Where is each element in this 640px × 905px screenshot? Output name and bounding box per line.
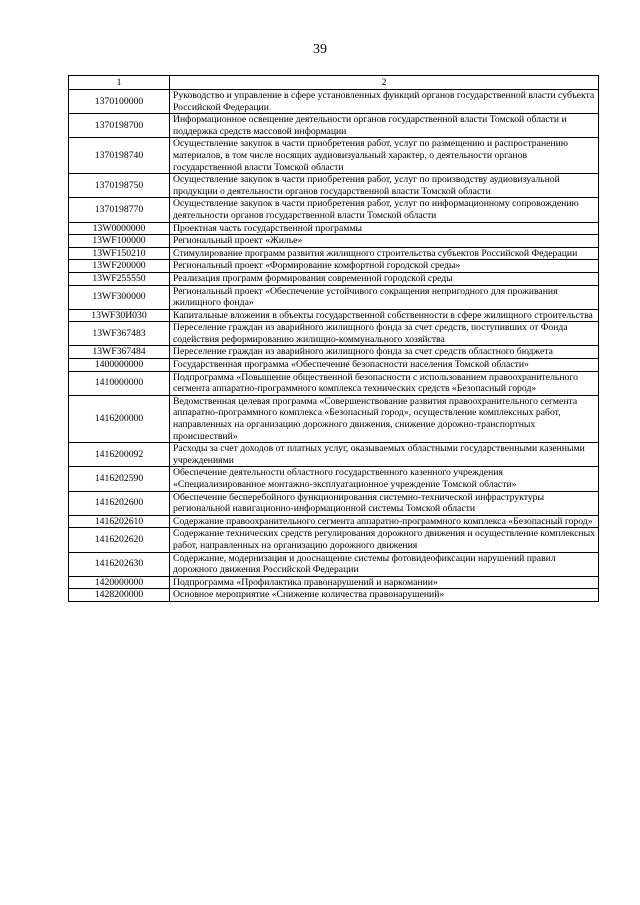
table-row: [69, 285, 599, 309]
description-cell: Стимулирование программ развития жилищного строительства субъектов Российской Федерации: [170, 247, 599, 260]
description-cell: Региональный проект «Жилье»: [170, 235, 599, 248]
description-cell: Расходы за счет доходов от платных услуг, оказываемых областными государственными казенными учреждениями: [170, 443, 599, 467]
description-cell: Государственная программа «Обеспечение безопасности населения Томской области»: [170, 359, 599, 372]
table-row: [69, 198, 599, 222]
table-row: [69, 309, 599, 322]
table-row: [69, 576, 599, 589]
code-cell: 13WF150210: [69, 247, 170, 260]
code-cell: 1428200000: [69, 589, 170, 602]
table-row: [69, 222, 599, 235]
code-cell: 1416202600: [69, 491, 170, 515]
table-row: [69, 359, 599, 372]
table-row: [69, 589, 599, 602]
description-cell: Переселение граждан из аварийного жилищного фонда за счет средств, поступивших от Фонда содействия реформированию жилищно-коммунального хозяйства: [170, 322, 599, 346]
table-row: [69, 528, 599, 552]
code-cell: 1416202610: [69, 515, 170, 528]
table-row: [69, 552, 599, 576]
code-cell: 1416200000: [69, 395, 170, 442]
description-cell: Содержание правоохранительного сегмента аппаратно-программного комплекса «Безопасный город»: [170, 515, 599, 528]
description-cell: Реализация программ формирования современной городской среды: [170, 272, 599, 285]
table-row: [69, 260, 599, 273]
description-cell: Ведомственная целевая программа «Совершенствование развития правоохранительного сегмента аппаратно-программного комплекса «Безопасный город», осуществление комплексных работ, направленных на организацию дорожного движения, снижение дорожно-транспортных происшествий»: [170, 395, 599, 442]
code-cell: 1416202620: [69, 528, 170, 552]
description-cell: Проектная часть государственной программы: [170, 222, 599, 235]
description-cell: Региональный проект «Обеспечение устойчивого сокращения непригодного для проживания жилищного фонда»: [170, 285, 599, 309]
column-header-code: 1: [69, 76, 170, 90]
description-cell: Обеспечение бесперебойного функционирования системно-технической инфраструктуры региональной навигационно-информационной системы Томской области: [170, 491, 599, 515]
code-cell: 1410000000: [69, 371, 170, 395]
table-row: [69, 90, 599, 114]
code-cell: 1416200092: [69, 443, 170, 467]
table-row: [69, 138, 599, 174]
table-row: [69, 443, 599, 467]
code-cell: 1416202590: [69, 467, 170, 491]
code-cell: 1400000000: [69, 359, 170, 372]
table-row: [69, 515, 599, 528]
code-cell: 1370198770: [69, 198, 170, 222]
table-row: [69, 346, 599, 359]
description-cell: Переселение граждан из аварийного жилищного фонда за счет средств областного бюджета: [170, 346, 599, 359]
description-cell: Осуществление закупок в части приобретения работ, услуг по производству аудиовизуальной продукции о деятельности органов государственной власти Томской области: [170, 174, 599, 198]
page-number: 39: [313, 42, 327, 57]
description-cell: Основное мероприятие «Снижение количества правонарушений»: [170, 589, 599, 602]
description-cell: Содержание, модернизация и дооснащение системы фотовидеофиксации нарушений правил дорожного движения Российской Федерации: [170, 552, 599, 576]
description-cell: Региональный проект «Формирование комфортной городской среды»: [170, 260, 599, 273]
code-cell: 1370198740: [69, 138, 170, 174]
description-cell: Обеспечение деятельности областного государственного казенного учреждения «Специализированное монтажно-эксплуатационное учреждение Томской области»: [170, 467, 599, 491]
code-cell: 13WF200000: [69, 260, 170, 273]
table-row: [69, 114, 599, 138]
description-cell: Подпрограмма «Повышение общественной безопасности с использованием правоохранительного сегмента аппаратно-программного комплекса технических средств «Безопасный город»: [170, 371, 599, 395]
code-cell: 13WF30И030: [69, 309, 170, 322]
table-row: [69, 491, 599, 515]
code-cell: 13WF255550: [69, 272, 170, 285]
code-cell: 13WF100000: [69, 235, 170, 248]
description-cell: Руководство и управление в сфере установленных функций органов государственной власти субъекта Российской Федерации: [170, 90, 599, 114]
table-header-row: [69, 76, 599, 90]
table-row: [69, 174, 599, 198]
code-cell: 1370100000: [69, 90, 170, 114]
code-cell: 1416202630: [69, 552, 170, 576]
description-cell: Содержание технических средств регулирования дорожного движения и осуществление комплексных работ, направленных на организацию дорожного движения: [170, 528, 599, 552]
code-cell: 13WF367484: [69, 346, 170, 359]
code-cell: 1420000000: [69, 576, 170, 589]
description-cell: Осуществление закупок в части приобретения работ, услуг по информационному сопровождению деятельности органов государственной власти Томской области: [170, 198, 599, 222]
table-row: [69, 371, 599, 395]
budget-classification-table: [68, 75, 599, 602]
description-cell: Осуществление закупок в части приобретения работ, услуг по размещению и распространению материалов, в том числе носящих аудиовизуальный характер, о деятельности органов государственной власти Томской области: [170, 138, 599, 174]
column-header-description: 2: [170, 76, 599, 90]
description-cell: Капитальные вложения в объекты государственной собственности в сфере жилищного строительства: [170, 309, 599, 322]
table-row: [69, 235, 599, 248]
code-cell: 13WF300000: [69, 285, 170, 309]
description-cell: Информационное освещение деятельности органов государственной власти Томской области и поддержка средств массовой информации: [170, 114, 599, 138]
table-row: [69, 467, 599, 491]
code-cell: 13WF367483: [69, 322, 170, 346]
table-row: [69, 322, 599, 346]
code-cell: 1370198750: [69, 174, 170, 198]
code-cell: 13W0000000: [69, 222, 170, 235]
description-cell: Подпрограмма «Профилактика правонарушений и наркомании»: [170, 576, 599, 589]
table-row: [69, 395, 599, 442]
code-cell: 1370198700: [69, 114, 170, 138]
table-row: [69, 247, 599, 260]
table-row: [69, 272, 599, 285]
